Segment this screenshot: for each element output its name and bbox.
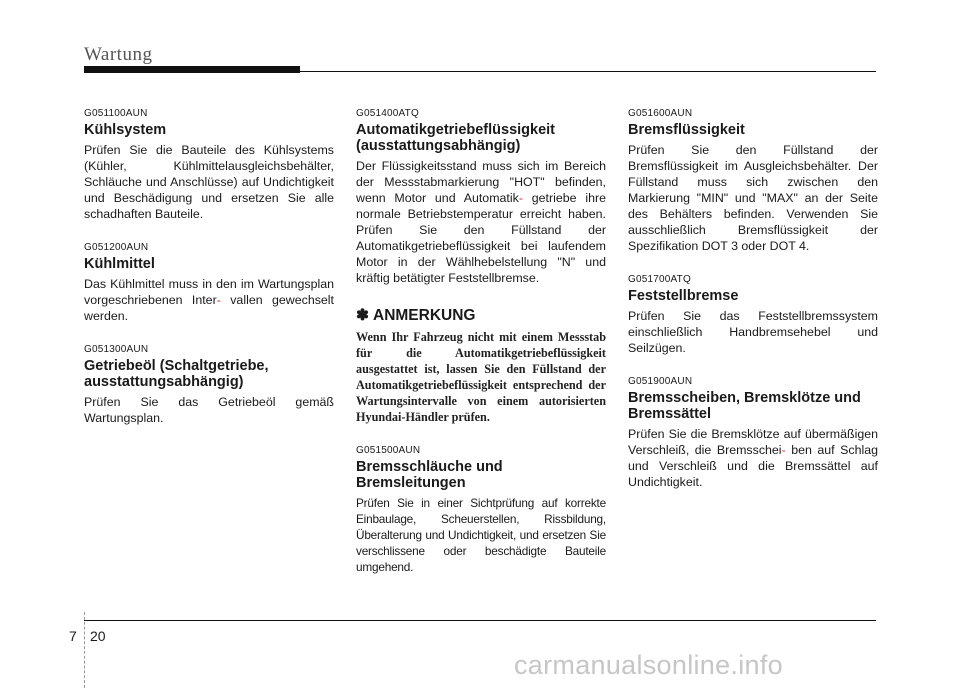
section-heading: Automatikgetriebeflüssigkeit (ausstattungsabhängig) <box>356 122 556 154</box>
section-text: Der Flüssigkeitsstand muss sich im Bereich der Messstabmarkierung "HOT" befinden, wenn Motor und Automatik- getriebe ihre normale Betriebstemperatur erreicht haben. Prüfen Sie den Füllstand der Automatikgetriebeflüssigkeit bei laufendem Motor in der Wählhebelstellung "N" und kräftig betätigter Feststellbremse. <box>356 159 607 285</box>
column-3 <box>628 108 878 510</box>
section-code: G051700ATQ <box>628 274 691 285</box>
note-text: Wenn Ihr Fahrzeug nicht mit einem Messstab für die Automatikgetriebeflüssigkeit ausgestattet ist, lassen Sie den Füllstand der Automatikgetriebeflüssigkeit entsprechend der Wartungsintervalle von einem autorisierten Hyundai-Händler prüfen. <box>356 330 606 424</box>
section-code: G051500AUN <box>356 445 421 456</box>
section-code: G051300AUN <box>84 344 149 355</box>
footer-rule <box>84 620 876 621</box>
section-code: G051400ATQ <box>356 108 419 119</box>
section-heading: Bremsscheiben, Bremsklötze und Bremssättel <box>628 390 861 422</box>
section-code: G051600AUN <box>628 108 693 119</box>
section-text: Prüfen Sie die Bremsklötze auf übermäßigen Verschleiß, die Bremsschei- ben auf Schlag und Verschleiß und die Bremssättel auf Undichtigkeit. <box>628 427 878 489</box>
section-code: G051200AUN <box>84 242 149 253</box>
page-number: 20 <box>90 628 106 644</box>
header-rule <box>300 71 876 72</box>
section-text: Prüfen Sie die Bauteile des Kühlsystems (Kühler, Kühlmittelausgleichsbehälter, Schläuche und Anschlüsse) auf Undichtigkeit und Beschädigung und ersetzen Sie alle schadhaften Bauteile. <box>84 143 334 221</box>
section-title: Wartung <box>84 44 153 65</box>
section-heading: Bremsschläuche und Bremsleitungen <box>356 459 503 491</box>
section-heading: Kühlsystem <box>84 122 167 138</box>
section-text: Prüfen Sie in einer Sichtprüfung auf korrekte Einbaulage, Scheuerstellen, Rissbildung, Überalterung und Undichtigkeit, und ersetzen Sie verschlissene oder beschädigte Bauteile umgehend. <box>356 496 606 574</box>
watermark: carmanualsonline.info <box>514 650 783 680</box>
footer-divider <box>84 612 86 688</box>
section-heading: Kühlmittel <box>84 256 155 272</box>
column-1 <box>84 108 334 446</box>
section-heading: Bremsflüssigkeit <box>628 122 745 138</box>
section-text: Prüfen Sie das Feststellbremssystem einschließlich Handbremsehebel und Seilzügen. <box>628 309 878 355</box>
section-heading: Getriebeöl (Schaltgetriebe, ausstattungsabhängig) <box>84 358 269 390</box>
section-code: G051100AUN <box>84 108 148 119</box>
section-text: Prüfen Sie den Füllstand der Bremsflüssigkeit im Ausgleichsbehälter. Der Füllstand muss sich zwischen den Markierung "MIN" und "MAX" an der Seite des Behälters befinden. Verwenden Sie ausschließlich Bremsflüssigkeit der Spezifikation DOT 3 oder DOT 4. <box>628 143 878 253</box>
column-2 <box>356 108 606 595</box>
section-heading: Feststellbremse <box>628 288 739 304</box>
note-star-icon: ✽ <box>356 307 369 324</box>
section-code: G051900AUN <box>628 376 693 387</box>
section-text: Das Kühlmittel muss in den im Wartungsplan vorgeschriebenen Inter- vallen gewechselt werden. <box>84 277 334 323</box>
section-text: Prüfen Sie das Getriebeöl gemäß Wartungsplan. <box>84 395 334 425</box>
note-title: ANMERKUNG <box>373 307 476 324</box>
header-bar <box>84 66 300 73</box>
chapter-number: 7 <box>69 628 77 644</box>
note-heading <box>356 306 606 325</box>
